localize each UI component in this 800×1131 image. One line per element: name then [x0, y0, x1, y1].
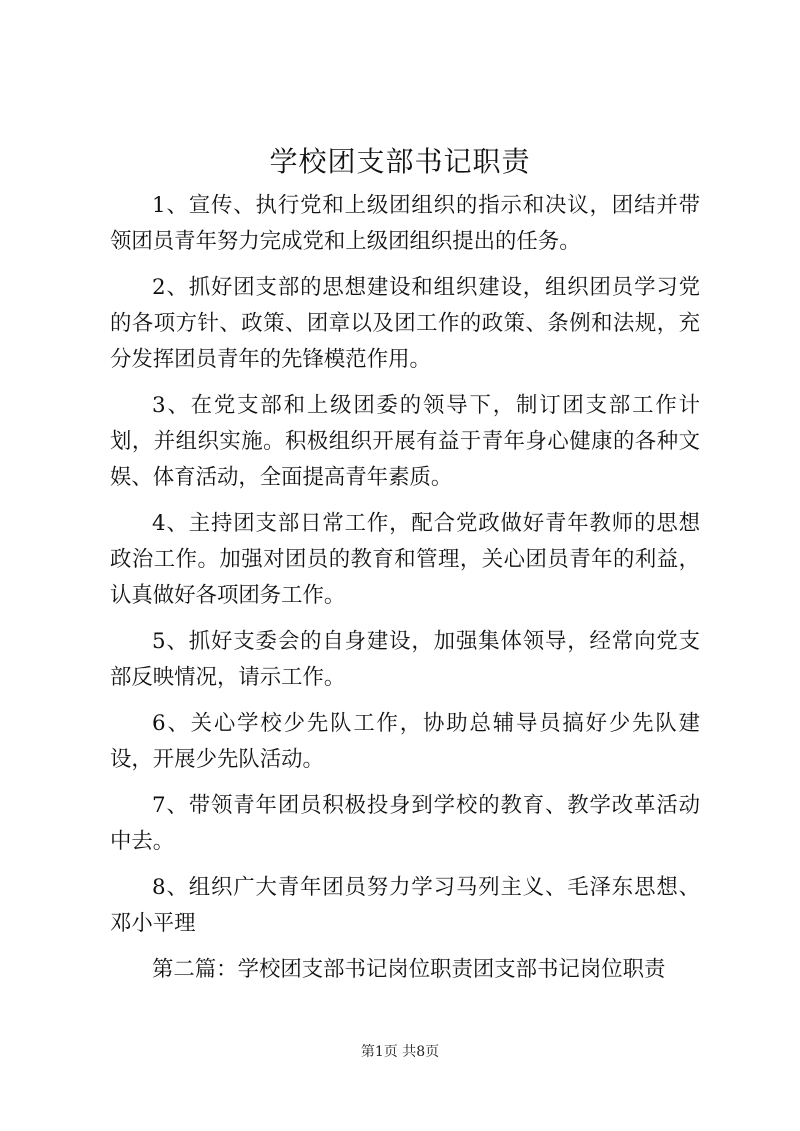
page-number-footer: 第1页 共8页	[360, 1044, 440, 1060]
paragraph-6: 6、关心学校少先队工作，协助总辅导员搞好少先队建设，开展少先队活动。	[110, 711, 700, 772]
paragraph-5: 5、抓好支委会的自身建设，加强集体领导，经常向党支部反映情况，请示工作。	[110, 629, 700, 690]
paragraph-4: 4、主持团支部日常工作，配合党政做好青年教师的思想政治工作。加强对团员的教育和管理，关心团员青年的利益，认真做好各项团务工作。	[110, 511, 700, 608]
paragraph-1: 1、宣传、执行党和上级团组织的指示和决议，团结并带领团员青年努力完成党和上级团组织提出的任务。	[110, 193, 700, 254]
paragraph-3: 3、在党支部和上级团委的领导下，制订团支部工作计划，并组织实施。积极组织开展有益于青年身心健康的各种文娱、体育活动，全面提高青年素质。	[110, 393, 700, 490]
paragraph-8: 8、组织广大青年团员努力学习马列主义、毛泽东思想、邓小平理	[110, 875, 700, 936]
paragraph-2: 2、抓好团支部的思想建设和组织建设，组织团员学习党的各项方针、政策、团章以及团工作的政策、条例和法规，充分发挥团员青年的先锋模范作用。	[110, 275, 700, 372]
paragraph-7: 7、带领青年团员积极投身到学校的教育、教学改革活动中去。	[110, 793, 700, 854]
document-title: 学校团支部书记职责	[269, 145, 531, 178]
document-body	[110, 188, 700, 998]
section-heading-part-two: 第二篇：学校团支部书记岗位职责团支部书记岗位职责	[152, 957, 666, 982]
